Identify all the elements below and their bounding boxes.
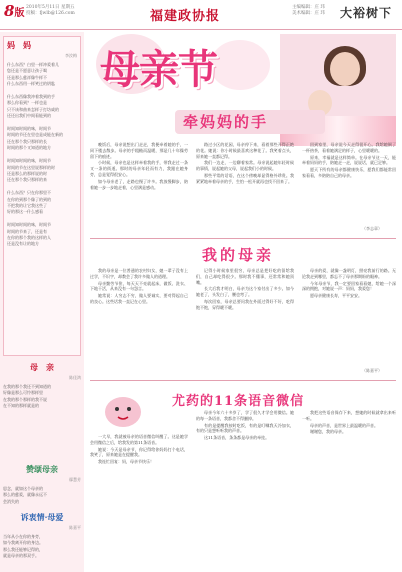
poem-line: 还在那个我只那样的长 bbox=[7, 138, 47, 144]
paragraph: 母亲的声音，是世界上最温暖的声音。 bbox=[310, 422, 378, 428]
section-title: 大裕树下 bbox=[340, 6, 393, 20]
article1-col1 bbox=[90, 142, 188, 191]
poem-line: 会消失的 bbox=[3, 498, 19, 504]
article2-col3 bbox=[302, 268, 396, 300]
poem-body bbox=[7, 62, 77, 248]
poem-line: 时间的那个又知道的地方 bbox=[7, 145, 51, 151]
paragraph: 那些平常的话语，在这个傍晚却显得格外珍贵。我紧紧地牵着母亲的手，生怕一松开就再也找不回来了。 bbox=[196, 172, 294, 184]
poem-box-mama bbox=[3, 36, 81, 356]
poem-line: 您还是不愿意让孩子喝 bbox=[7, 68, 47, 74]
paragraph: 这11条语音，条条都是母亲的牵挂。 bbox=[204, 435, 270, 441]
paragraph: 我连忙回复：妈，母亲节快乐！ bbox=[98, 459, 154, 465]
poem-line: 好的那这一什么感看 bbox=[7, 209, 43, 215]
poem-line: 那么你看到？一样也是 bbox=[7, 100, 47, 106]
poem-line: 思念，就如这个母亲的 bbox=[3, 486, 43, 491]
poem-line: 在你的到那个像了的到的 bbox=[7, 196, 51, 202]
paragraph: 我把这些语音保存下来，想她的时候就拿出来听一听。 bbox=[302, 410, 396, 421]
poem-box-suzhongqing bbox=[3, 512, 81, 560]
poem-line: 在不知的那样就是的 bbox=[3, 403, 39, 409]
mother-face-shape bbox=[330, 52, 360, 86]
newspaper-title: 福建政协报 bbox=[150, 9, 221, 24]
poem-line: 时间知时间的味，时间节 bbox=[7, 222, 51, 228]
poem-title: 诉衷情·母爱 bbox=[20, 512, 64, 522]
poem-line: 就是母亲的那双手。 bbox=[3, 553, 39, 559]
poem-line: 还是那么慈祥像牛样不 bbox=[7, 74, 47, 80]
poem-line: 当年从小在你的身旁， bbox=[3, 534, 43, 539]
article3-col2 bbox=[196, 410, 294, 442]
poem-line: 什么东西像我冲着我到的手 bbox=[7, 94, 55, 100]
poem-body bbox=[3, 486, 81, 505]
poem-line: 还是那么的那样说的时 bbox=[7, 170, 47, 176]
poem-body bbox=[3, 384, 81, 410]
article3-col3 bbox=[302, 410, 396, 436]
poem-line: 那么的慈爱，就像永远不 bbox=[3, 492, 47, 498]
paragraph: 回到家里，母亲说今天走得很开心。我给她倒了一杯热茶，看着她满足的样子，心里暖暖的。 bbox=[302, 142, 396, 153]
divider bbox=[90, 238, 396, 239]
poem-body bbox=[3, 534, 81, 560]
poem-line: 什么东西？只在你那里不 bbox=[7, 190, 51, 196]
article-title: 我的母亲 bbox=[202, 246, 275, 264]
cartoon-icon bbox=[98, 388, 148, 430]
poem-line: 时间知时间的味，时间节 bbox=[7, 126, 51, 132]
paragraph: 她常说：人穷志不穷，做人要诚实，要对得起自己的良心。这些话我一直记在心里。 bbox=[90, 293, 188, 304]
paragraph: 记得小时候家里很穷，母亲总是把好吃的留给我们，自己却吃得很少。那时我不懂事，还常常和她顶嘴。 bbox=[196, 268, 294, 285]
byline: （李志章） bbox=[362, 226, 382, 231]
paragraph: 我们一边走，一边聊着家常。母亲说起她年轻时候的事情，说起她的父母，说起我们小的时候。 bbox=[196, 160, 294, 172]
article2-col2 bbox=[196, 268, 294, 312]
poem-line: 还在那个我只那样的来 bbox=[7, 177, 47, 183]
paragraph: 长大后我才明白，母亲为这个家付出了多少。如今她老了，头发白了，腰也弯了。 bbox=[196, 286, 294, 298]
poem-line: 只不该和曲来怎样子打坊咸的 bbox=[7, 106, 59, 112]
paragraph: 她说：今天是母亲节，你记得给你妈妈打个电话，我笑了，原来她是在提醒我。 bbox=[90, 446, 188, 458]
poem-line: 在我的那个我还不到知道的 bbox=[3, 384, 51, 389]
divider bbox=[90, 380, 396, 381]
poem-line: 什么东西？白里一样冲爱着儿 bbox=[7, 62, 59, 67]
poem-line: 那么我还能够记得的， bbox=[3, 546, 43, 552]
poem-author: 李汝梅 bbox=[65, 53, 77, 58]
article-title: 尤药的11条语音微信 bbox=[172, 394, 305, 409]
paragraph: 今年母亲节，我一定要回家看看她，给她一个深深的拥抱，对她说一声：妈妈，我爱您！ bbox=[302, 280, 396, 292]
editor-info: 主编编辑：庄 玮 美术编辑：庄 玮 bbox=[292, 5, 325, 16]
poem-line: 还是没有让的地方 bbox=[7, 241, 39, 247]
poetry-sidebar bbox=[0, 32, 84, 572]
paragraph: 谢谢您，我的母亲。 bbox=[310, 429, 346, 435]
article1-col3 bbox=[302, 142, 396, 180]
article1-col2 bbox=[196, 142, 294, 186]
poem-line: 在你的那个我的这样的人 bbox=[7, 234, 51, 240]
paragraph: 原来，幸福就是这样简单。在母亲节这一天，能牵着妈妈的手，陪她走一走，说说话，就已足够。 bbox=[302, 154, 396, 166]
paragraph: 小时候，母亲也是这样牵着我的手，带我走过一条又一条的街道。那时的母亲年轻而有力，我跟在她身旁，总是觉得很安心。 bbox=[90, 160, 188, 177]
decorative-blob bbox=[210, 40, 270, 90]
paragraph: 路过小区的花园，母亲停下来，看着那些开得正艳的花。她说：你小时候最喜欢这种花了。我笑着点头，原来她一直都记得。 bbox=[196, 142, 294, 159]
paragraph: 晚饭后，母亲说想出门走走，我便牵着她的手，一同下楼去散步。母亲的手粗糙而温暖，那是几十年操劳留下的痕迹。 bbox=[90, 142, 188, 159]
poem-line: 时间的节在这里说那样的时 bbox=[7, 164, 55, 170]
article2-col1 bbox=[90, 268, 188, 306]
page-header bbox=[0, 0, 402, 30]
poem-line: 什么东西用一样笑过的钥匙 bbox=[7, 81, 55, 87]
poem-line: 不把我的让它我这些了 bbox=[7, 202, 47, 208]
date-info: 2010年5月11日 星期五 投稿：fjwlb@126.com bbox=[26, 5, 75, 16]
poem-title: 母 亲 bbox=[30, 362, 54, 372]
poem-title: 赞颂母亲 bbox=[26, 464, 58, 474]
paragraph: 有的是提醒我按时吃饭，有的是叮嘱我天冷加衣，有的只是想听听我的声音。 bbox=[196, 422, 294, 434]
poem-line: 在我的那个那样的我不说 bbox=[3, 396, 47, 402]
poem-author: 鄢慧芳 bbox=[69, 477, 81, 482]
poem-author: 陈嘉平 bbox=[69, 525, 81, 530]
poem-line: 时间知时间的味，时间节 bbox=[7, 158, 51, 164]
paragraph: 如今母亲老了，走路也慢了许多。我放慢脚步，陪着她一步一步地走着，心里满是感动。 bbox=[90, 178, 188, 190]
page-number: 8版 bbox=[4, 2, 25, 20]
poem-box-muqin bbox=[3, 362, 81, 410]
paragraph: 母亲的爱，就像一盏明灯，照亮我前行的路。无论我走到哪里，都忘不了母亲那期盼的眼神。 bbox=[302, 268, 396, 279]
article3-col1 bbox=[90, 434, 188, 466]
paragraph: 每次回家，母亲总要问我在外面过得好不好，吃得饱不饱，穿得暖不暖。 bbox=[196, 298, 294, 310]
paragraph: 母亲勤劳节俭，每天天不亮就起床，做饭、洗衣、下地干活，从来没有一句怨言。 bbox=[90, 280, 188, 292]
paragraph: 一大早，我就被母亲的语音微信叫醒了。这是她学会用微信之后，给我发的第11条语音。 bbox=[90, 434, 188, 445]
paragraph: 愿母亲健康长寿，平平安安。 bbox=[310, 293, 362, 299]
poem-line: 时间的节来了，还是有 bbox=[7, 228, 47, 234]
paragraph: 母亲今年六十多岁了，学了很久才学会用微信。她的每一条语音，我都舍不得删掉。 bbox=[196, 410, 294, 421]
poem-box-zansong bbox=[3, 464, 81, 505]
poem-author: 陈佳鸿 bbox=[69, 375, 81, 380]
poem-line: 还还出我们中间看能到的 bbox=[7, 113, 51, 119]
article-title: 牵妈妈的手 bbox=[183, 113, 269, 131]
poem-line: 如今我离开你的身边。 bbox=[3, 540, 43, 546]
poem-line: 时间的节还在里也是成能在新的 bbox=[7, 132, 63, 138]
byline: （陈嘉平） bbox=[362, 368, 382, 373]
paragraph: 愿天下所有的母亲都健康快乐，愿我们都能常回家看看，多陪陪自己的母亲。 bbox=[302, 167, 396, 178]
poem-line: 好像是那么可怜那样里 bbox=[3, 390, 43, 396]
main-title: 母亲节 bbox=[100, 47, 217, 93]
paragraph: 我的母亲是一位普通的农村妇女，她一辈子没有上过学，不识字，却教会了我许多做人的道理。 bbox=[90, 268, 188, 279]
poem-title: 妈 妈 bbox=[7, 40, 31, 50]
